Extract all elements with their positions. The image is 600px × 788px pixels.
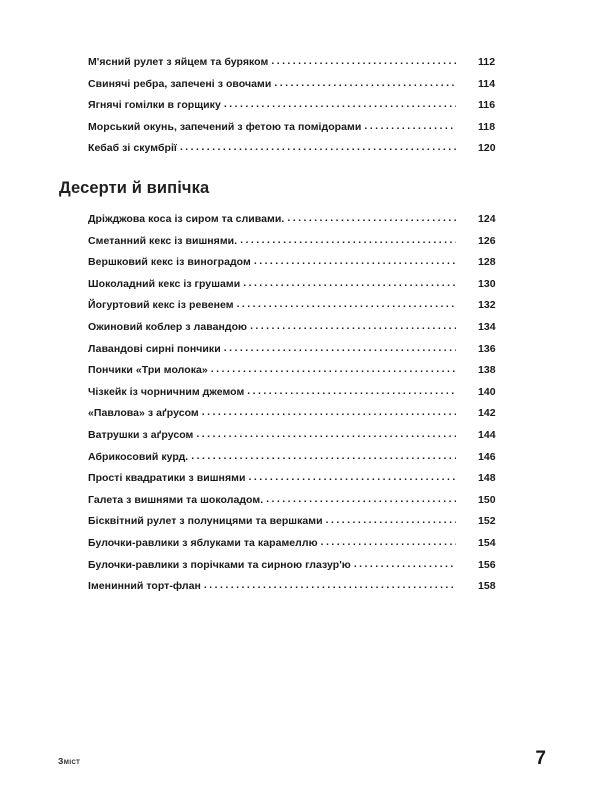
toc-entry-page-number: 142 — [478, 407, 496, 420]
dot-leader — [196, 429, 456, 440]
dot-leader — [211, 364, 456, 375]
dot-leader — [248, 472, 456, 483]
toc-entry[interactable] — [88, 99, 506, 121]
toc-entry[interactable] — [88, 494, 506, 516]
dot-leader — [237, 299, 456, 310]
toc-entry-page-number: 146 — [478, 450, 496, 463]
toc-entry-title: Булочки-равлики з порічками та сирною глазур'ю — [88, 558, 351, 571]
toc-entry-title: Ожиновий коблер з лавандою — [88, 320, 248, 333]
toc-entry-page-number: 138 — [478, 364, 496, 377]
toc-entry-page-number: 136 — [478, 342, 496, 355]
dot-leader — [191, 451, 456, 462]
toc-entry-page-number: 132 — [478, 299, 496, 312]
toc-entry-page-number: 140 — [478, 385, 496, 398]
dot-leader — [354, 559, 456, 570]
toc-entry[interactable] — [88, 537, 506, 559]
toc-entry-title: Ягнячі гомілки в горщику — [88, 99, 221, 112]
toc-entry-title: Сметанний кекс із вишнями. — [88, 234, 238, 247]
toc-entry[interactable] — [88, 472, 506, 494]
toc-entry-page-number: 118 — [478, 120, 496, 133]
section-heading-desserts: Десерти й випічка — [59, 179, 210, 197]
toc-entry[interactable] — [88, 78, 506, 100]
toc-entry-title: Морський окунь, запечений з фетою та помідорами — [88, 120, 362, 133]
toc-entry-title: Пончики «Три молока» — [88, 364, 208, 377]
toc-entry[interactable] — [88, 235, 506, 257]
toc-entry-page-number: 130 — [478, 277, 496, 290]
toc-entry-title: Ватрушки з аґрусом — [88, 428, 194, 441]
toc-entry[interactable] — [88, 559, 506, 581]
dot-leader — [250, 321, 456, 332]
toc-entry-title: Чізкейк із чорничним джемом — [88, 385, 245, 398]
dot-leader — [364, 121, 456, 132]
dot-leader — [321, 537, 456, 548]
toc-entry[interactable] — [88, 256, 506, 278]
dot-leader — [247, 386, 456, 397]
toc-group-desserts — [88, 213, 506, 602]
toc-entry-title: Кебаб зі скумбрії — [88, 142, 177, 155]
dot-leader — [243, 278, 456, 289]
toc-entry-page-number: 116 — [478, 99, 496, 112]
toc-entry-page-number: 124 — [478, 213, 496, 225]
toc-entry-title: Йогуртовий кекс із ревенем — [88, 299, 234, 312]
toc-entry[interactable] — [88, 580, 506, 602]
toc-entry[interactable] — [88, 56, 506, 78]
toc-entry[interactable] — [88, 343, 506, 365]
dot-leader — [287, 213, 456, 224]
toc-entry-page-number: 112 — [478, 56, 496, 68]
toc-entry[interactable] — [88, 364, 506, 386]
toc-entry-page-number: 144 — [478, 428, 496, 441]
toc-entry-title: Дріжджова коса із сиром та сливами. — [88, 213, 285, 225]
toc-entry-title: Вершковий кекс із виноградом — [88, 256, 251, 269]
toc-entry[interactable] — [88, 213, 506, 235]
toc-entry[interactable] — [88, 278, 506, 300]
toc-entry[interactable] — [88, 515, 506, 537]
toc-entry-title: Абрикосовий курд. — [88, 450, 189, 463]
toc-entry-title: Галета з вишнями та шоколадом. — [88, 493, 264, 506]
toc-entry-title: Шоколадний кекс із грушами — [88, 277, 241, 290]
dot-leader — [224, 343, 456, 354]
toc-entry-page-number: 154 — [478, 536, 496, 549]
toc-entry-title: Іменинний торт-флан — [88, 580, 201, 593]
toc-entry-page-number: 150 — [478, 493, 496, 506]
toc-entry-page-number: 114 — [478, 77, 496, 90]
toc-entry-title: «Павлова» з аґрусом — [88, 407, 199, 420]
toc-entry[interactable] — [88, 386, 506, 408]
dot-leader — [202, 407, 456, 418]
toc-entry-page-number: 152 — [478, 515, 496, 528]
toc-entry[interactable] — [88, 429, 506, 451]
toc-entry[interactable] — [88, 451, 506, 473]
toc-entry-page-number: 148 — [478, 472, 496, 485]
dot-leader — [180, 142, 456, 153]
toc-group-mains — [88, 56, 506, 164]
toc-entry-title: Прості квадратики з вишнями — [88, 472, 246, 485]
toc-entry[interactable] — [88, 321, 506, 343]
toc-entry-page-number: 126 — [478, 234, 496, 247]
dot-leader — [254, 256, 456, 267]
toc-entry[interactable] — [88, 142, 506, 164]
toc-entry[interactable] — [88, 407, 506, 429]
toc-entry-page-number: 134 — [478, 320, 496, 333]
toc-entry[interactable] — [88, 121, 506, 143]
toc-entry[interactable] — [88, 299, 506, 321]
toc-entry-title: Свинячі ребра, запечені з овочами — [88, 77, 272, 90]
dot-leader — [326, 515, 456, 526]
toc-entry-page-number: 156 — [478, 558, 496, 571]
dot-leader — [266, 494, 456, 505]
dot-leader — [224, 99, 456, 110]
toc-entry-title: Булочки-равлики з яблуками та карамеллю — [88, 536, 318, 549]
toc-entry-page-number: 120 — [478, 142, 496, 155]
toc-entry-title: Лавандові сирні пончики — [88, 342, 221, 355]
page-footer — [0, 748, 600, 788]
dot-leader — [204, 580, 456, 591]
toc-entry-title: Бісквітний рулет з полуницями та вершками — [88, 515, 323, 528]
page-number: 7 — [535, 748, 546, 769]
dot-leader — [240, 235, 456, 246]
toc-entry-title: М'ясний рулет з яйцем та буряком — [88, 56, 269, 68]
dot-leader — [274, 78, 456, 89]
dot-leader — [271, 56, 456, 67]
toc-entry-page-number: 158 — [478, 580, 496, 593]
footer-section-label: Зміст — [58, 756, 81, 766]
toc-entry-page-number: 128 — [478, 256, 496, 269]
